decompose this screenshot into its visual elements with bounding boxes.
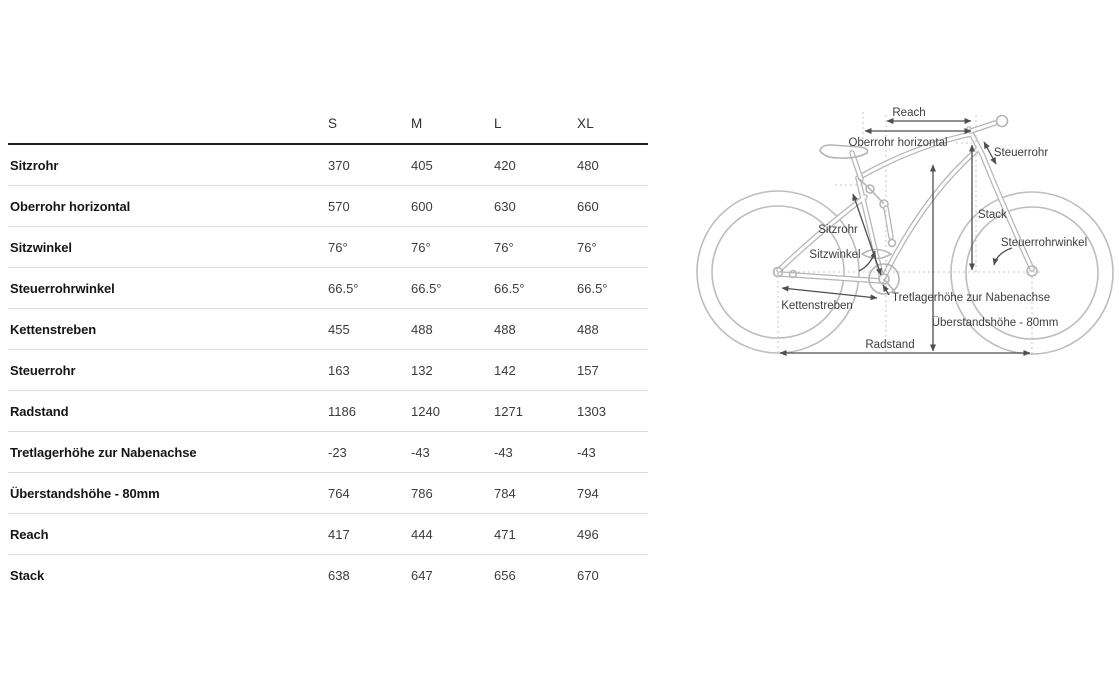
sitzwinkel-label: Sitzwinkel: [809, 249, 861, 261]
row-value-m: 66.5°: [411, 280, 442, 296]
table-row: [8, 514, 648, 555]
size-column-header-m: M: [411, 115, 423, 131]
row-value-m: 405: [411, 157, 433, 173]
row-label: Tretlagerhöhe zur Nabenachse: [10, 444, 197, 460]
kettenstreben-label: Kettenstreben: [781, 300, 853, 312]
row-label: Kettenstreben: [10, 321, 97, 337]
row-value-m: 786: [411, 485, 433, 501]
row-value-s: 370: [328, 157, 350, 173]
row-value-xl: 76°: [577, 239, 597, 255]
geometry-table-body: [8, 145, 648, 596]
geometry-table-header-row: [8, 103, 648, 145]
geometry-table: [8, 103, 648, 596]
row-value-l: 420: [494, 157, 516, 173]
row-value-xl: 496: [577, 526, 599, 542]
sitzrohr-label: Sitzrohr: [818, 224, 858, 236]
dimension-labels: [781, 107, 1087, 351]
row-value-m: 444: [411, 526, 433, 542]
row-value-s: -23: [328, 444, 347, 460]
row-value-l: 656: [494, 568, 516, 583]
row-value-m: -43: [411, 444, 430, 460]
table-row: [8, 186, 648, 227]
row-label: Sitzwinkel: [10, 239, 72, 255]
row-value-xl: 488: [577, 321, 599, 337]
row-value-s: 764: [328, 485, 350, 501]
reach-label: Reach: [892, 107, 926, 119]
row-value-m: 76°: [411, 239, 431, 255]
front-wheel: [951, 192, 1113, 354]
row-value-l: 784: [494, 485, 516, 501]
row-value-l: -43: [494, 444, 513, 460]
bike-diagram-svg: [690, 85, 1119, 385]
row-label: Überstandshöhe - 80mm: [10, 485, 160, 501]
table-row: [8, 473, 648, 514]
row-value-xl: 1303: [577, 403, 606, 419]
table-row: [8, 350, 648, 391]
row-value-xl: 794: [577, 485, 599, 501]
table-row: [8, 432, 648, 473]
row-label: Sitzrohr: [10, 157, 59, 173]
oberrohr-label: Oberrohr horizontal: [848, 137, 948, 149]
row-value-s: 455: [328, 321, 350, 337]
steuerrohrwinkel-arc: [994, 248, 1012, 265]
table-row: [8, 268, 648, 309]
ueberstandshoehe-label: Überstandshöhe - 80mm: [931, 317, 1059, 329]
row-value-l: 76°: [494, 239, 514, 255]
row-value-s: 163: [328, 362, 350, 378]
row-value-l: 1271: [494, 403, 523, 419]
row-value-l: 142: [494, 362, 516, 378]
table-row: [8, 145, 648, 186]
row-value-l: 471: [494, 526, 516, 542]
steuerrohrwinkel-label: Steuerrohrwinkel: [1000, 237, 1088, 249]
row-value-s: 570: [328, 198, 350, 214]
row-label: Stack: [10, 568, 45, 583]
row-value-l: 66.5°: [494, 280, 525, 296]
steuerrohr-label: Steuerrohr: [993, 147, 1049, 159]
row-value-m: 132: [411, 362, 433, 378]
row-value-s: 1186: [328, 403, 356, 419]
row-value-xl: -43: [577, 444, 596, 460]
row-value-xl: 157: [577, 362, 599, 378]
row-label: Reach: [10, 526, 49, 542]
row-value-s: 66.5°: [328, 280, 359, 296]
stack-label: Stack: [978, 209, 1007, 221]
row-value-s: 417: [328, 526, 350, 542]
row-value-m: 488: [411, 321, 433, 337]
saddle: [820, 145, 867, 179]
table-row: [8, 555, 648, 596]
row-value-l: 488: [494, 321, 516, 337]
row-value-xl: 660: [577, 198, 599, 214]
row-value-m: 647: [411, 568, 433, 583]
row-label: Oberrohr horizontal: [10, 198, 131, 214]
table-row: [8, 309, 648, 350]
row-value-s: 76°: [328, 239, 348, 255]
row-value-m: 1240: [411, 403, 440, 419]
row-label: Steuerrohrwinkel: [10, 280, 115, 296]
row-value-s: 638: [328, 568, 350, 583]
tretlagerhoehe-label: Tretlagerhöhe zur Nabenachse: [892, 292, 1051, 304]
row-value-xl: 66.5°: [577, 280, 608, 296]
radstand-label: Radstand: [865, 339, 915, 351]
row-label: Radstand: [10, 403, 69, 419]
table-row: [8, 391, 648, 432]
bike-geometry-diagram: [690, 85, 1119, 385]
size-column-header-l: L: [494, 115, 502, 131]
row-value-l: 630: [494, 198, 516, 214]
row-value-m: 600: [411, 198, 433, 214]
handlebar: [971, 116, 1008, 132]
row-label: Steuerrohr: [10, 362, 76, 378]
row-value-xl: 480: [577, 157, 599, 173]
size-column-header-s: S: [328, 115, 338, 131]
size-column-header-xl: XL: [577, 115, 594, 131]
table-row: [8, 227, 648, 268]
kettenstreben-arrow: [782, 288, 877, 298]
row-value-xl: 670: [577, 568, 599, 583]
